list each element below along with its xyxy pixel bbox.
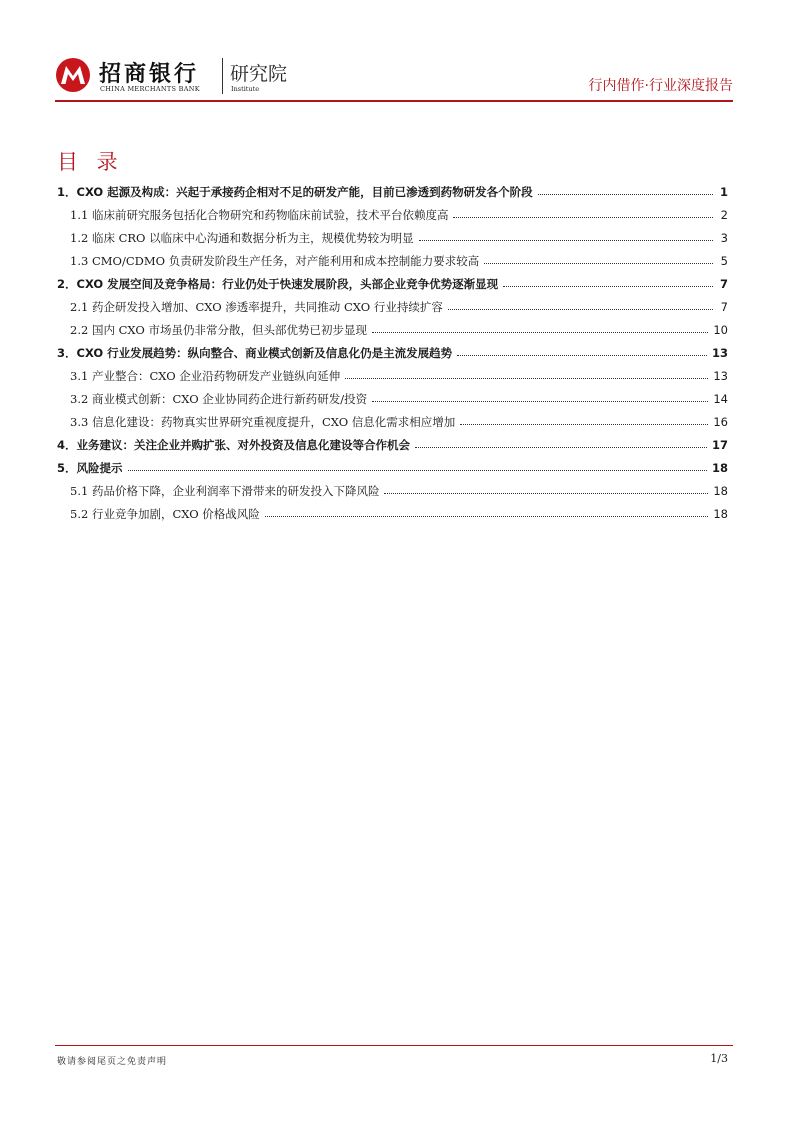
toc-entry-text: 5.1 药品价格下降，企业利润率下滑带来的研发投入下降风险 bbox=[70, 483, 380, 498]
toc-title: 目 录 bbox=[57, 150, 124, 174]
page-number: 1/3 bbox=[710, 1052, 728, 1065]
report-type: 行内借作·行业深度报告 bbox=[588, 78, 733, 94]
toc-page-number: 3 bbox=[720, 230, 728, 245]
toc-section-link[interactable] bbox=[57, 203, 728, 226]
toc-dot-leader bbox=[457, 355, 707, 356]
toc-page-number: 18 bbox=[713, 506, 728, 521]
toc-chapter-link[interactable] bbox=[57, 341, 728, 364]
toc-entry-text: 3.1 产业整合：CXO 企业沿药物研发产业链纵向延伸 bbox=[70, 368, 341, 383]
toc-entry-text: 1.3 CMO/CDMO 负责研发阶段生产任务，对产能利用和成本控制能力要求较高 bbox=[70, 253, 480, 268]
toc-page-number: 17 bbox=[711, 437, 728, 452]
toc-dot-leader bbox=[128, 470, 707, 471]
toc-page-number: 5 bbox=[720, 253, 728, 268]
toc-dot-leader bbox=[372, 401, 708, 402]
toc-page-number: 13 bbox=[713, 368, 728, 383]
toc-page-number: 7 bbox=[719, 276, 728, 291]
toc-chapter-link[interactable] bbox=[57, 272, 728, 295]
cmb-logo-icon bbox=[55, 57, 91, 93]
toc-page-number: 18 bbox=[711, 460, 728, 475]
toc-dot-leader bbox=[372, 332, 708, 333]
header-divider bbox=[55, 100, 733, 102]
toc-section-link[interactable] bbox=[57, 249, 728, 272]
toc-dot-leader bbox=[384, 493, 708, 494]
toc-entry-text: 4．业务建议：关注企业并购扩张、对外投资及信息化建设等合作机会 bbox=[57, 437, 410, 452]
toc-chapter-link[interactable] bbox=[57, 433, 728, 456]
brand-separator bbox=[222, 58, 223, 94]
toc-dot-leader bbox=[345, 378, 708, 379]
toc-dot-leader bbox=[538, 194, 713, 195]
toc-page-number: 7 bbox=[720, 299, 728, 314]
toc-entry-text: 2.1 药企研发投入增加、CXO 渗透率提升，共同推动 CXO 行业持续扩容 bbox=[70, 299, 443, 314]
toc-dot-leader bbox=[460, 424, 708, 425]
toc-dot-leader bbox=[484, 263, 713, 264]
footer-divider bbox=[55, 1045, 733, 1046]
toc-entry-text: 3.3 信息化建设：药物真实世界研究重视度提升，CXO 信息化需求相应增加 bbox=[70, 414, 456, 429]
toc-section-link[interactable] bbox=[57, 502, 728, 525]
toc-page-number: 2 bbox=[720, 207, 728, 222]
toc-dot-leader bbox=[415, 447, 707, 448]
brand-name: 招商银行 bbox=[99, 62, 200, 87]
page-header bbox=[55, 55, 733, 97]
toc-section-link[interactable] bbox=[57, 295, 728, 318]
toc-page-number: 18 bbox=[713, 483, 728, 498]
toc-dot-leader bbox=[265, 516, 709, 517]
toc-entry-text: 5．风险提示 bbox=[57, 460, 123, 475]
toc-entry-text: 3．CXO 行业发展趋势：纵向整合、商业模式创新及信息化仍是主流发展趋势 bbox=[57, 345, 453, 360]
toc-chapter-link[interactable] bbox=[57, 180, 728, 203]
toc-page-number: 16 bbox=[713, 414, 728, 429]
toc-entry-text: 3.2 商业模式创新：CXO 企业协同药企进行新药研发/投资 bbox=[70, 391, 368, 406]
toc-section-link[interactable] bbox=[57, 479, 728, 502]
toc-entry-text: 2.2 国内 CXO 市场虽仍非常分散，但头部优势已初步显现 bbox=[70, 322, 367, 337]
toc-entry-text: 5.2 行业竞争加剧，CXO 价格战风险 bbox=[70, 506, 260, 521]
toc-chapter-link[interactable] bbox=[57, 456, 728, 479]
table-of-contents bbox=[57, 180, 728, 525]
toc-section-link[interactable] bbox=[57, 387, 728, 410]
toc-section-link[interactable] bbox=[57, 364, 728, 387]
toc-entry-text: 1.2 临床 CRO 以临床中心沟通和数据分析为主，规模优势较为明显 bbox=[70, 230, 414, 245]
toc-page-number: 13 bbox=[711, 345, 728, 360]
toc-entry-text: 2．CXO 发展空间及竞争格局：行业仍处于快速发展阶段，头部企业竞争优势逐渐显现 bbox=[57, 276, 499, 291]
brand-name-en: CHINA MERCHANTS BANK bbox=[100, 85, 200, 93]
toc-page-number: 10 bbox=[713, 322, 728, 337]
toc-page-number: 1 bbox=[719, 184, 728, 199]
toc-entry-text: 1.1 临床前研究服务包括化合物研究和药物临床前试验，技术平台依赖度高 bbox=[70, 207, 449, 222]
disclaimer-note: 敬请参阅尾页之免责声明 bbox=[57, 1057, 168, 1067]
toc-section-link[interactable] bbox=[57, 226, 728, 249]
toc-page-number: 14 bbox=[713, 391, 728, 406]
toc-dot-leader bbox=[453, 217, 713, 218]
toc-section-link[interactable] bbox=[57, 410, 728, 433]
toc-dot-leader bbox=[448, 309, 713, 310]
toc-dot-leader bbox=[419, 240, 713, 241]
toc-entry-text: 1．CXO 起源及构成：兴起于承接药企相对不足的研发产能，目前已渗透到药物研发各个阶段 bbox=[57, 184, 533, 199]
toc-dot-leader bbox=[503, 286, 713, 287]
institute-name: 研究院 bbox=[230, 63, 288, 85]
toc-section-link[interactable] bbox=[57, 318, 728, 341]
institute-name-en: Institute bbox=[231, 85, 260, 93]
